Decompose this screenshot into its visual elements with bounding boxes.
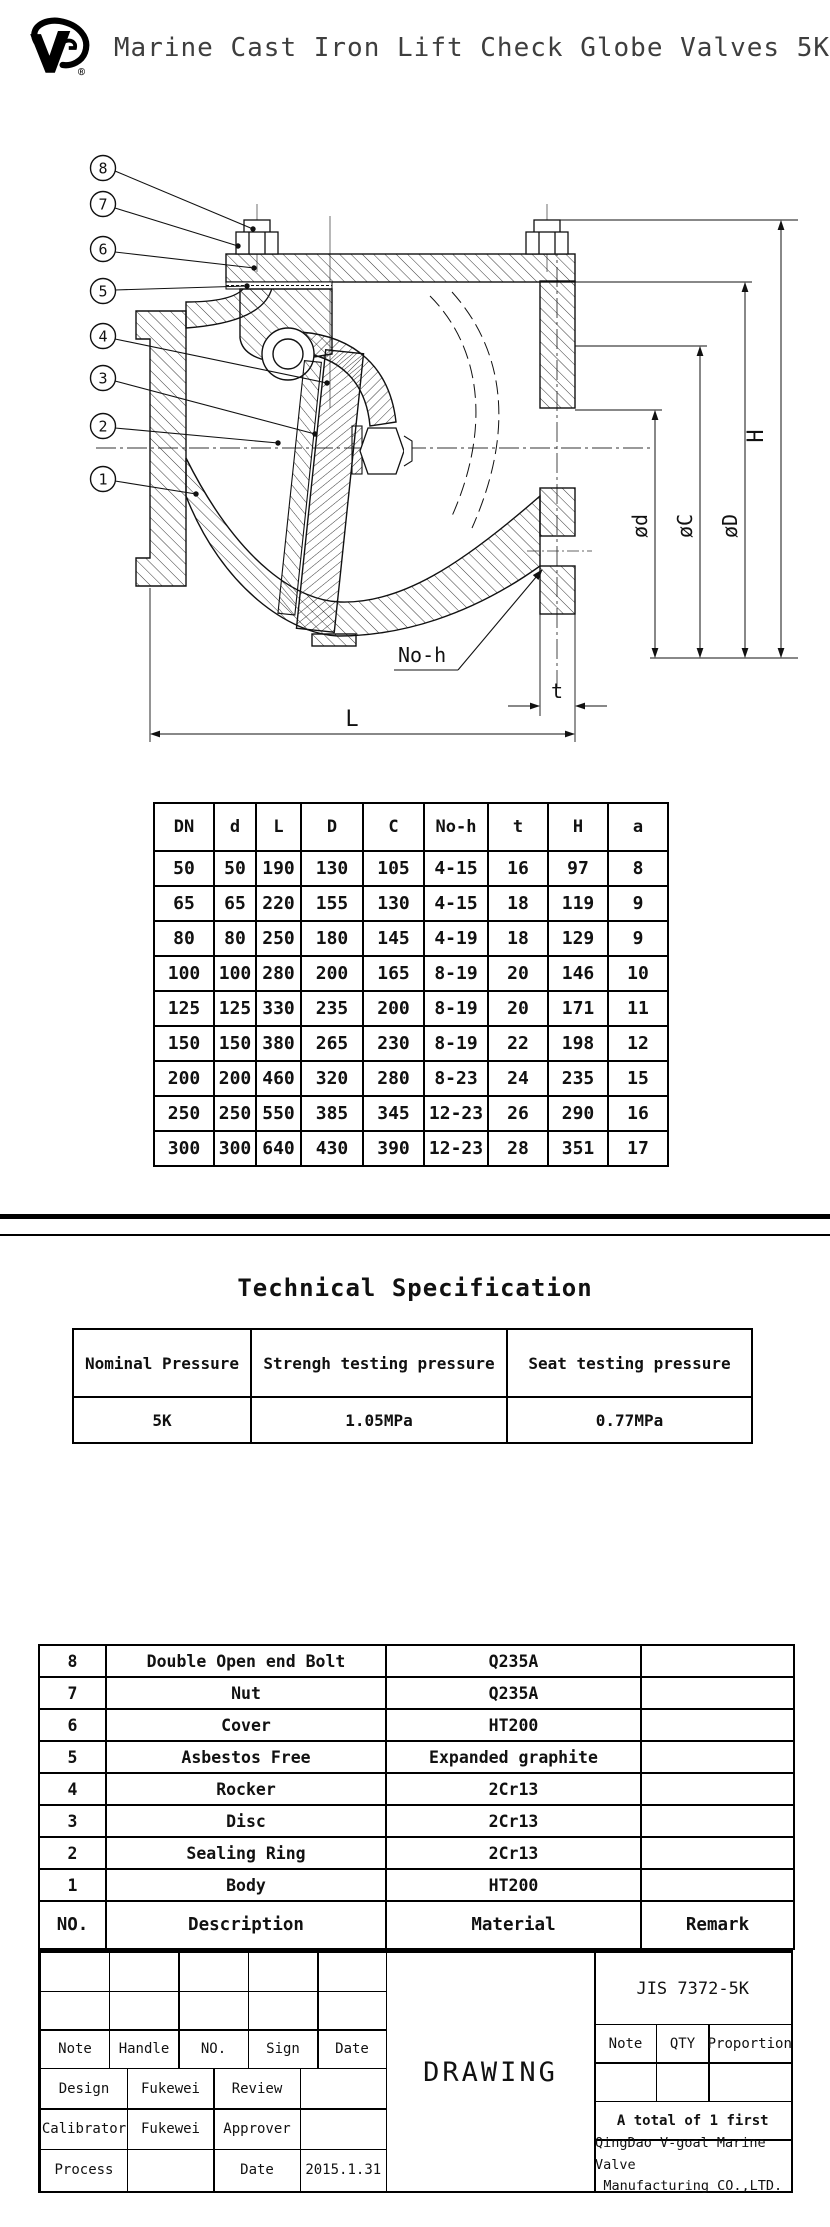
table-cell: 250 bbox=[154, 1096, 214, 1131]
col-header: Strengh testing pressure bbox=[251, 1329, 507, 1397]
table-cell: 80 bbox=[154, 921, 214, 956]
vgoal-logo-icon bbox=[24, 6, 92, 90]
table-cell: 200 bbox=[301, 956, 363, 991]
table-cell: 250 bbox=[214, 1096, 256, 1131]
table-row bbox=[154, 991, 668, 1026]
design-label: Design bbox=[40, 2068, 128, 2110]
table-cell: 65 bbox=[214, 886, 256, 921]
passage-dashed bbox=[430, 296, 476, 516]
calibrator-name: Fukewei bbox=[127, 2108, 215, 2150]
approver-label: Approver bbox=[213, 2108, 301, 2150]
table-cell: 65 bbox=[154, 886, 214, 921]
parts-col-description: Description bbox=[106, 1901, 386, 1949]
col-header: No-h bbox=[424, 803, 488, 851]
dim-label-H: H bbox=[744, 429, 769, 443]
table-cell: 220 bbox=[256, 886, 301, 921]
col-header: L bbox=[256, 803, 301, 851]
table-cell: 125 bbox=[214, 991, 256, 1026]
callout-7 bbox=[91, 192, 241, 249]
table-cell: 235 bbox=[548, 1061, 608, 1096]
table-row bbox=[154, 1131, 668, 1166]
cover-bolt-left bbox=[236, 220, 278, 254]
dim-label-L: L bbox=[345, 707, 359, 732]
table-cell: 18 bbox=[488, 921, 548, 956]
table-cell: 180 bbox=[301, 921, 363, 956]
date-header: Date bbox=[317, 2029, 387, 2069]
table-row bbox=[154, 886, 668, 921]
table-cell: 235 bbox=[301, 991, 363, 1026]
table-cell: Body bbox=[106, 1869, 386, 1901]
strength-test-value: 1.05MPa bbox=[251, 1397, 507, 1443]
table-cell: 12 bbox=[608, 1026, 668, 1061]
sheet-total: A total of 1 first bbox=[594, 2101, 792, 2141]
table-cell: 50 bbox=[154, 851, 214, 886]
page-title: Marine Cast Iron Lift Check Globe Valves 5K bbox=[113, 33, 830, 63]
table-cell: 146 bbox=[548, 956, 608, 991]
table-cell: Q235A bbox=[386, 1677, 641, 1709]
table-row bbox=[154, 1061, 668, 1096]
table-cell bbox=[641, 1837, 794, 1869]
table-cell: 105 bbox=[363, 851, 424, 886]
review-label: Review bbox=[213, 2068, 301, 2110]
empty-cell bbox=[40, 1991, 110, 2031]
col-header: DN bbox=[154, 803, 214, 851]
outlet-flange-lower-b bbox=[540, 566, 575, 614]
col-header: Seat testing pressure bbox=[507, 1329, 752, 1397]
dimensions-table bbox=[153, 802, 669, 1167]
process-name bbox=[127, 2149, 215, 2193]
table-cell: 150 bbox=[214, 1026, 256, 1061]
gasket bbox=[226, 282, 332, 289]
table-cell: 380 bbox=[256, 1026, 301, 1061]
calibrator-label: Calibrator bbox=[40, 2108, 128, 2150]
table-cell bbox=[641, 1741, 794, 1773]
table-cell: 190 bbox=[256, 851, 301, 886]
table-cell: 10 bbox=[608, 956, 668, 991]
company-name bbox=[594, 2135, 792, 2195]
table-cell: 165 bbox=[363, 956, 424, 991]
table-row bbox=[39, 1773, 794, 1805]
sheet-divider-thick bbox=[0, 1214, 830, 1219]
table-cell: 300 bbox=[154, 1131, 214, 1166]
table-cell: 385 bbox=[301, 1096, 363, 1131]
table-cell: 8-23 bbox=[424, 1061, 488, 1096]
svg-text:6: 6 bbox=[98, 240, 108, 259]
parts-col-material: Material bbox=[386, 1901, 641, 1949]
standard-label: JIS 7372-5K bbox=[594, 1952, 792, 2025]
col-header: D bbox=[301, 803, 363, 851]
table-row bbox=[39, 1869, 794, 1901]
cover bbox=[226, 254, 575, 282]
date-value: 2015.1.31 bbox=[300, 2149, 388, 2193]
empty-cell bbox=[178, 1991, 249, 2031]
table-cell: 100 bbox=[154, 956, 214, 991]
svg-text:5: 5 bbox=[98, 282, 108, 301]
table-cell: 8-19 bbox=[424, 991, 488, 1026]
title-block bbox=[38, 1950, 793, 2193]
table-cell: 130 bbox=[363, 886, 424, 921]
table-row bbox=[154, 851, 668, 886]
dim-label-d: ød bbox=[628, 513, 652, 539]
tech-spec-table bbox=[72, 1328, 753, 1444]
table-cell: 129 bbox=[548, 921, 608, 956]
parts-col-remark: Remark bbox=[641, 1901, 794, 1949]
table-cell: 1 bbox=[39, 1869, 106, 1901]
callout-8 bbox=[91, 156, 256, 232]
sheet-divider-thin bbox=[0, 1234, 830, 1236]
table-cell: 4-15 bbox=[424, 886, 488, 921]
table-cell: 145 bbox=[363, 921, 424, 956]
table-cell: 28 bbox=[488, 1131, 548, 1166]
table-cell bbox=[641, 1869, 794, 1901]
table-cell: 16 bbox=[608, 1096, 668, 1131]
table-cell: 198 bbox=[548, 1026, 608, 1061]
table-cell: 640 bbox=[256, 1131, 301, 1166]
table-cell: Sealing Ring bbox=[106, 1837, 386, 1869]
empty-cell bbox=[178, 1952, 249, 1992]
table-cell: 12-23 bbox=[424, 1096, 488, 1131]
approver-name bbox=[300, 2108, 388, 2150]
empty-cell bbox=[656, 2062, 710, 2102]
table-cell: 550 bbox=[256, 1096, 301, 1131]
cover-bolt-right bbox=[526, 220, 568, 254]
nominal-pressure-value: 5K bbox=[73, 1397, 251, 1443]
table-row bbox=[39, 1837, 794, 1869]
sign-header: Sign bbox=[248, 2029, 319, 2069]
table-row bbox=[39, 1741, 794, 1773]
table-cell: Disc bbox=[106, 1805, 386, 1837]
table-cell: 4 bbox=[39, 1773, 106, 1805]
table-cell: 320 bbox=[301, 1061, 363, 1096]
tech-spec-title: Technical Specification bbox=[237, 1274, 593, 1302]
table-cell: 12-23 bbox=[424, 1131, 488, 1166]
company-line1: QingDao V-goal Marine Valve bbox=[595, 2135, 766, 2173]
table-cell: 8-19 bbox=[424, 1026, 488, 1061]
empty-cell bbox=[594, 2062, 657, 2102]
table-cell: 20 bbox=[488, 991, 548, 1026]
valve-body bbox=[136, 220, 575, 646]
registered-mark: ® bbox=[78, 64, 85, 79]
table-cell: 150 bbox=[154, 1026, 214, 1061]
disc-nut-cap bbox=[404, 436, 412, 466]
col-header: H bbox=[548, 803, 608, 851]
table-cell: Q235A bbox=[386, 1645, 641, 1677]
table-row bbox=[39, 1709, 794, 1741]
table-cell: 2Cr13 bbox=[386, 1837, 641, 1869]
table-cell: 9 bbox=[608, 921, 668, 956]
empty-cell bbox=[708, 2062, 792, 2102]
table-cell bbox=[641, 1645, 794, 1677]
table-cell: 26 bbox=[488, 1096, 548, 1131]
table-row bbox=[154, 1026, 668, 1061]
bottom-boss bbox=[312, 634, 356, 646]
empty-cell bbox=[317, 1952, 387, 1992]
empty-cell bbox=[248, 1991, 319, 2031]
table-cell: HT200 bbox=[386, 1709, 641, 1741]
table-cell bbox=[641, 1773, 794, 1805]
empty-cell bbox=[109, 1952, 180, 1992]
table-cell: 280 bbox=[363, 1061, 424, 1096]
tech-spec-header-row bbox=[73, 1329, 752, 1397]
table-cell: Cover bbox=[106, 1709, 386, 1741]
col-header: Nominal Pressure bbox=[73, 1329, 251, 1397]
empty-cell bbox=[40, 1952, 110, 1992]
table-row bbox=[154, 921, 668, 956]
table-cell: 6 bbox=[39, 1709, 106, 1741]
date-label: Date bbox=[213, 2149, 301, 2193]
body-bowl bbox=[186, 458, 540, 636]
no-header: NO. bbox=[178, 2029, 249, 2069]
seat-test-value: 0.77MPa bbox=[507, 1397, 752, 1443]
col-header: a bbox=[608, 803, 668, 851]
empty-cell bbox=[317, 1991, 387, 2031]
note-col-header: Note bbox=[594, 2024, 657, 2064]
table-cell: 119 bbox=[548, 886, 608, 921]
table-cell: 15 bbox=[608, 1061, 668, 1096]
svg-text:2: 2 bbox=[98, 417, 108, 436]
table-row bbox=[39, 1677, 794, 1709]
table-cell: 171 bbox=[548, 991, 608, 1026]
table-cell: 97 bbox=[548, 851, 608, 886]
table-cell: 290 bbox=[548, 1096, 608, 1131]
table-cell: 20 bbox=[488, 956, 548, 991]
dimensions-header-row bbox=[154, 803, 668, 851]
col-header: d bbox=[214, 803, 256, 851]
table-cell: 22 bbox=[488, 1026, 548, 1061]
table-cell: 3 bbox=[39, 1805, 106, 1837]
table-cell: 250 bbox=[256, 921, 301, 956]
col-header: t bbox=[488, 803, 548, 851]
outlet-flange-lower-a bbox=[540, 488, 575, 536]
table-cell: 330 bbox=[256, 991, 301, 1026]
svg-text:1: 1 bbox=[98, 470, 108, 489]
table-cell: 24 bbox=[488, 1061, 548, 1096]
svg-text:8: 8 bbox=[98, 159, 108, 178]
parts-list-table bbox=[38, 1644, 795, 1950]
table-cell bbox=[641, 1805, 794, 1837]
table-cell: Nut bbox=[106, 1677, 386, 1709]
table-cell: 18 bbox=[488, 886, 548, 921]
table-cell: 280 bbox=[256, 956, 301, 991]
table-row bbox=[154, 956, 668, 991]
table-cell: 11 bbox=[608, 991, 668, 1026]
svg-text:7: 7 bbox=[98, 195, 108, 214]
table-cell: 5 bbox=[39, 1741, 106, 1773]
handle-header: Handle bbox=[109, 2029, 180, 2069]
table-cell: 230 bbox=[363, 1026, 424, 1061]
table-cell: 460 bbox=[256, 1061, 301, 1096]
svg-text:3: 3 bbox=[98, 369, 108, 388]
table-cell: 265 bbox=[301, 1026, 363, 1061]
table-cell: Rocker bbox=[106, 1773, 386, 1805]
table-cell: 80 bbox=[214, 921, 256, 956]
noh-label: No-h bbox=[398, 643, 447, 667]
table-cell: 430 bbox=[301, 1131, 363, 1166]
dim-label-D: øD bbox=[718, 513, 742, 539]
company-line2: Manufacturing CO.,LTD. bbox=[603, 2178, 783, 2195]
table-cell: 8 bbox=[39, 1645, 106, 1677]
table-cell: 50 bbox=[214, 851, 256, 886]
sheet-header bbox=[0, 0, 830, 96]
valve-section-drawing bbox=[0, 96, 830, 754]
note-header: Note bbox=[40, 2029, 110, 2069]
table-cell: 2Cr13 bbox=[386, 1773, 641, 1805]
empty-cell bbox=[109, 1991, 180, 2031]
table-row bbox=[39, 1805, 794, 1837]
table-cell: 125 bbox=[154, 991, 214, 1026]
design-name: Fukewei bbox=[127, 2068, 215, 2110]
table-row bbox=[154, 1096, 668, 1131]
outlet-flange-upper bbox=[540, 281, 575, 408]
table-row bbox=[39, 1645, 794, 1677]
parts-footer-row bbox=[39, 1901, 794, 1949]
table-cell: 8 bbox=[608, 851, 668, 886]
table-cell: 100 bbox=[214, 956, 256, 991]
hinge-pin-inner bbox=[273, 339, 303, 369]
drawing-label: DRAWING bbox=[386, 1952, 596, 2192]
table-cell: 130 bbox=[301, 851, 363, 886]
table-cell: 200 bbox=[214, 1061, 256, 1096]
table-cell: 4-19 bbox=[424, 921, 488, 956]
qty-col-header: QTY bbox=[656, 2024, 710, 2064]
table-cell: 155 bbox=[301, 886, 363, 921]
table-cell bbox=[641, 1709, 794, 1741]
disc-nut bbox=[360, 428, 404, 474]
table-cell bbox=[641, 1677, 794, 1709]
svg-text:4: 4 bbox=[98, 327, 108, 346]
table-cell: 7 bbox=[39, 1677, 106, 1709]
table-cell: 200 bbox=[363, 991, 424, 1026]
empty-cell bbox=[248, 1952, 319, 1992]
col-header: C bbox=[363, 803, 424, 851]
review-name bbox=[300, 2068, 388, 2110]
table-cell: 9 bbox=[608, 886, 668, 921]
table-cell: 8-19 bbox=[424, 956, 488, 991]
parts-col-no: NO. bbox=[39, 1901, 106, 1949]
table-cell: 200 bbox=[154, 1061, 214, 1096]
table-cell: 4-15 bbox=[424, 851, 488, 886]
table-cell: 16 bbox=[488, 851, 548, 886]
tech-spec-value-row bbox=[73, 1397, 752, 1443]
proportion-col-header: Proportion bbox=[708, 2024, 792, 2064]
dim-label-C: øC bbox=[673, 513, 697, 539]
table-cell: 390 bbox=[363, 1131, 424, 1166]
dim-label-t: t bbox=[550, 679, 564, 703]
table-cell: 2 bbox=[39, 1837, 106, 1869]
process-label: Process bbox=[40, 2149, 128, 2193]
table-cell: 351 bbox=[548, 1131, 608, 1166]
table-cell: Asbestos Free bbox=[106, 1741, 386, 1773]
table-cell: Double Open end Bolt bbox=[106, 1645, 386, 1677]
table-cell: HT200 bbox=[386, 1869, 641, 1901]
table-cell: 2Cr13 bbox=[386, 1805, 641, 1837]
table-cell: 17 bbox=[608, 1131, 668, 1166]
table-cell: 345 bbox=[363, 1096, 424, 1131]
table-cell: 300 bbox=[214, 1131, 256, 1166]
table-cell: Expanded graphite bbox=[386, 1741, 641, 1773]
